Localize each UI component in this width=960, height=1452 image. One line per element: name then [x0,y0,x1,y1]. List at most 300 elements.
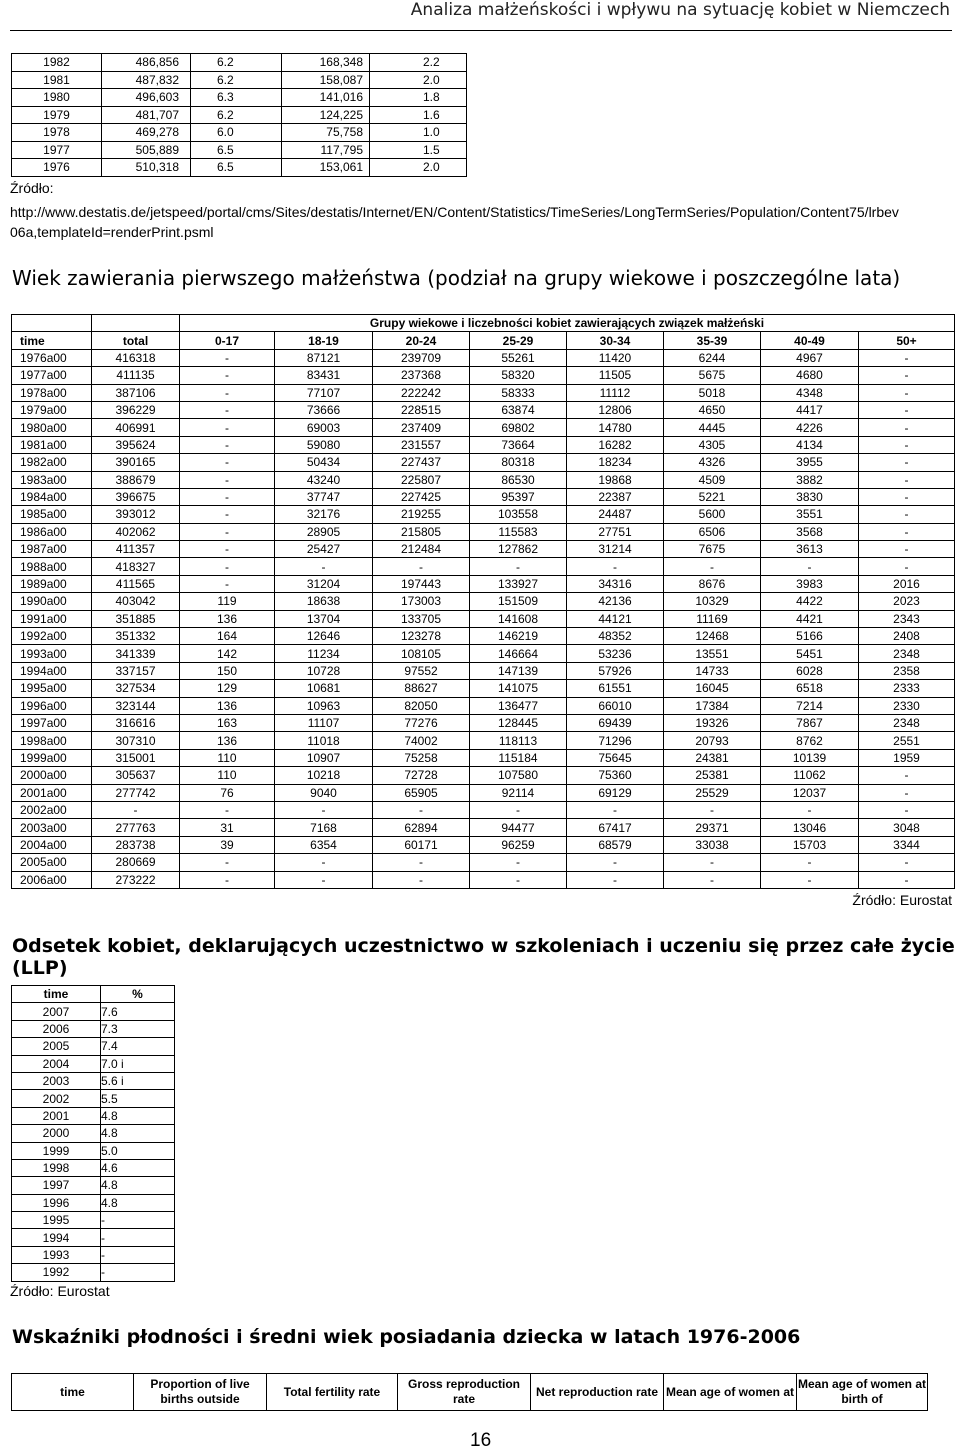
column-header: 20-24 [373,332,470,349]
column-header: Mean age of women at birth of [797,1374,928,1411]
table-cell: 4305 [664,436,761,453]
table-cell: 73666 [275,401,373,418]
table-cell: 10963 [275,697,373,714]
table-cell: 11018 [275,732,373,749]
table-cell: 411565 [92,575,180,592]
column-header: Proportion of live births outside [134,1374,267,1411]
table-cell: 65905 [373,784,470,801]
table-cell: 305637 [92,767,180,784]
column-header: 40-49 [761,332,859,349]
table-cell: 12646 [275,628,373,645]
table-cell: - [180,367,275,384]
table-row [12,628,955,645]
table-cell: 1980a00 [12,419,92,436]
table-cell: - [180,384,275,401]
table-cell: 2358 [859,662,955,679]
table-cell: 57926 [567,662,664,679]
table-cell: 418327 [92,558,180,575]
table-cell: 1999 [12,1142,101,1159]
table-cell: 1978a00 [12,384,92,401]
table-cell: 80318 [470,454,567,471]
column-header: time [12,1374,134,1411]
table-row [12,159,467,177]
table-row [12,106,467,124]
table-cell: 6506 [664,523,761,540]
table-cell: 4.8 [101,1194,175,1211]
table-cell: 72728 [373,767,470,784]
table-cell: 7.4 [101,1038,175,1055]
table-cell: 496,603 [102,89,191,107]
table-cell: 1989a00 [12,575,92,592]
table-cell: 2.0 [370,159,467,177]
table-cell: 69439 [567,714,664,731]
table-cell: 283738 [92,836,180,853]
table-cell: 17384 [664,697,761,714]
table-cell: 1996a00 [12,697,92,714]
table-cell: 1981a00 [12,436,92,453]
table-cell: 97552 [373,662,470,679]
table-cell: - [275,854,373,871]
table-cell: 3983 [761,575,859,592]
table-cell: 469,278 [102,124,191,142]
table-cell: 1982a00 [12,454,92,471]
table-row [12,1125,175,1142]
table-cell: 4967 [761,349,859,366]
page-header-title: Analiza małżeńskości i wpływu na sytuację kobiet w Niemczech [410,0,950,20]
table-cell: 1995 [12,1212,101,1229]
header-rule [10,30,952,31]
column-header: Gross reproduction rate [398,1374,531,1411]
table-cell: 3048 [859,819,955,836]
table-cell: 76 [180,784,275,801]
table-cell: 43240 [275,471,373,488]
table-row [12,454,955,471]
table-cell: 2.0 [370,71,467,89]
table-cell: - [859,367,955,384]
source-url-line-2: 06a,templateId=renderPrint.psml [10,224,214,240]
table-cell: 5600 [664,506,761,523]
table-cell: 63874 [470,401,567,418]
table-cell: - [859,454,955,471]
table-cell: 1980 [12,89,102,107]
table-cell: - [180,436,275,453]
table-cell: 133705 [373,610,470,627]
table-row [12,349,955,366]
table-cell: 87121 [275,349,373,366]
table-cell: - [859,436,955,453]
column-header: 50+ [859,332,955,349]
table-cell: 77107 [275,384,373,401]
table-cell: 13551 [664,645,761,662]
table-cell: 2348 [859,714,955,731]
table-cell: 411135 [92,367,180,384]
table-cell: 44121 [567,610,664,627]
table-row [12,1003,175,1020]
table-cell: 3830 [761,488,859,505]
table-cell: 33038 [664,836,761,853]
table-cell: 1977 [12,141,102,159]
column-header: Net reproduction rate [531,1374,664,1411]
table-cell: 1992a00 [12,628,92,645]
table-cell: 153,061 [282,159,370,177]
table-row [12,367,955,384]
table-cell: - [859,541,955,558]
table-cell: 118113 [470,732,567,749]
table-cell: 212484 [373,541,470,558]
group-header-row [12,315,955,332]
table-cell: 1994a00 [12,662,92,679]
table-cell: 1977a00 [12,367,92,384]
table-cell: 6354 [275,836,373,853]
table-cell: 6.2 [191,71,282,89]
table-row [12,610,955,627]
table-cell: 2007 [12,1003,101,1020]
table-cell: 1998 [12,1159,101,1176]
table-cell: 147139 [470,662,567,679]
table-cell: 7.3 [101,1020,175,1037]
table-row [12,1020,175,1037]
table-cell: 1996 [12,1194,101,1211]
table-cell: 227425 [373,488,470,505]
table-cell: 11169 [664,610,761,627]
table-cell: 222242 [373,384,470,401]
table-cell: 68579 [567,836,664,853]
table-cell: - [761,801,859,818]
table-cell: - [859,767,955,784]
table-cell: - [859,801,955,818]
table-row [12,1090,175,1107]
table-cell: 351885 [92,610,180,627]
table-cell: 6.0 [191,124,282,142]
table-cell: 69129 [567,784,664,801]
table-cell: 1.6 [370,106,467,124]
table-cell: 6.5 [191,141,282,159]
table-cell: 395624 [92,436,180,453]
table-cell: - [859,506,955,523]
source-eurostat-1: Źródło: Eurostat [852,892,952,908]
table-cell: 1997a00 [12,714,92,731]
table-cell: 15703 [761,836,859,853]
table-cell: 4650 [664,401,761,418]
table-cell: 416318 [92,349,180,366]
table-cell: 6518 [761,680,859,697]
table-cell: 115583 [470,523,567,540]
table-cell: 136 [180,697,275,714]
table-cell: 1990a00 [12,593,92,610]
table-cell: 219255 [373,506,470,523]
table-cell: 146664 [470,645,567,662]
table-cell: 129 [180,680,275,697]
table-row [12,1072,175,1089]
table-cell: 110 [180,749,275,766]
section-title-fertility: Wskaźniki płodności i średni wiek posiadania dziecka w latach 1976-2006 [12,1326,801,1348]
table-cell: 9040 [275,784,373,801]
table-cell: 1983a00 [12,471,92,488]
table-cell: 83431 [275,367,373,384]
table-cell: 2003a00 [12,819,92,836]
table-cell: 168,348 [282,54,370,72]
table-cell: 2005 [12,1038,101,1055]
column-header: 18-19 [275,332,373,349]
table-cell: 1976 [12,159,102,177]
table-cell: 14733 [664,662,761,679]
table-row [12,141,467,159]
page-number: 16 [470,1430,492,1451]
table-cell: 20793 [664,732,761,749]
table-cell: 62894 [373,819,470,836]
table-cell: 11107 [275,714,373,731]
table-cell: 34316 [567,575,664,592]
table-row [12,419,955,436]
table-cell: 1995a00 [12,680,92,697]
table-cell: 411357 [92,541,180,558]
table-cell: 1976a00 [12,349,92,366]
table-cell: 388679 [92,471,180,488]
table-cell: - [180,454,275,471]
table-cell: 6.5 [191,159,282,177]
table-cell: 280669 [92,854,180,871]
table-cell: 55261 [470,349,567,366]
table-cell: 1993 [12,1246,101,1263]
empty-cell [12,315,92,332]
table-cell: 4421 [761,610,859,627]
table-cell: 2004a00 [12,836,92,853]
table-cell: 7867 [761,714,859,731]
table-row [12,697,955,714]
table-cell: 7675 [664,541,761,558]
table-cell: 141075 [470,680,567,697]
table-cell: 58333 [470,384,567,401]
table-cell: 3551 [761,506,859,523]
table-cell: 481,707 [102,106,191,124]
table-cell: 315001 [92,749,180,766]
table-cell: - [761,558,859,575]
empty-cell [92,315,180,332]
table-cell: 127862 [470,541,567,558]
table-cell: 10218 [275,767,373,784]
table-cell: 487,832 [102,71,191,89]
table-cell: - [101,1229,175,1246]
section-title-first-marriage-age: Wiek zawierania pierwszego małżeństwa (podział na grupy wiekowe i poszczególne lata) [12,266,901,290]
column-header: 35-39 [664,332,761,349]
table-cell: - [101,1246,175,1263]
table-cell: 341339 [92,645,180,662]
table-cell: - [180,471,275,488]
table-cell: 1.8 [370,89,467,107]
table-cell: 2002a00 [12,801,92,818]
column-header: Total fertility rate [267,1374,398,1411]
table-cell: 2023 [859,593,955,610]
table-row [12,1229,175,1246]
table-cell: 510,318 [102,159,191,177]
table-cell: 5.5 [101,1090,175,1107]
table-cell: 239709 [373,349,470,366]
table-row [12,89,467,107]
table-cell: 4226 [761,419,859,436]
table-row [12,488,955,505]
table-row [12,1038,175,1055]
table-cell: 3613 [761,541,859,558]
table-row [12,871,955,888]
table-cell: 18638 [275,593,373,610]
table-cell: 7168 [275,819,373,836]
table-cell: 13704 [275,610,373,627]
table-row [12,1159,175,1176]
table-cell: 86530 [470,471,567,488]
first-marriage-age-table [11,314,955,889]
table-cell: 8762 [761,732,859,749]
table-cell: 307310 [92,732,180,749]
table-cell: 77276 [373,714,470,731]
table-cell: 403042 [92,593,180,610]
table-cell: 19868 [567,471,664,488]
table-cell: 327534 [92,680,180,697]
table-cell: 1979a00 [12,401,92,418]
table-cell: 13046 [761,819,859,836]
table-cell: 11062 [761,767,859,784]
table-row [12,662,955,679]
table-cell: 2003 [12,1072,101,1089]
table-row [12,558,955,575]
table-cell: - [664,801,761,818]
table-cell: - [180,558,275,575]
table-cell: 1999a00 [12,749,92,766]
table-cell: - [664,871,761,888]
table-cell: - [180,541,275,558]
table-cell: 53236 [567,645,664,662]
table-cell: - [567,801,664,818]
table-cell: - [859,854,955,871]
table-row [12,645,955,662]
llp-table [11,985,175,1282]
table-cell: - [180,871,275,888]
table-cell: 24381 [664,749,761,766]
table-cell: 74002 [373,732,470,749]
table-cell: - [470,558,567,575]
table-cell: 32176 [275,506,373,523]
table-cell: 316616 [92,714,180,731]
table-cell: - [567,558,664,575]
table-cell: 11112 [567,384,664,401]
table-row [12,732,955,749]
table-cell: 124,225 [282,106,370,124]
table-cell: - [470,854,567,871]
table-row [12,1142,175,1159]
table-row [12,124,467,142]
table-cell: 110 [180,767,275,784]
table-cell: 406991 [92,419,180,436]
table-cell: 75645 [567,749,664,766]
table-cell: 73664 [470,436,567,453]
table-row [12,401,955,418]
table-cell: 150 [180,662,275,679]
table-cell: 82050 [373,697,470,714]
table-cell: 1988a00 [12,558,92,575]
table-cell: 25381 [664,767,761,784]
table-cell: 6.3 [191,89,282,107]
table-cell: 88627 [373,680,470,697]
table-cell: - [859,558,955,575]
table-cell: 237409 [373,419,470,436]
table-cell: 136477 [470,697,567,714]
table-cell: 351332 [92,628,180,645]
table-cell: 4.8 [101,1107,175,1124]
table-row [12,1107,175,1124]
table-cell: 128445 [470,714,567,731]
table-cell: 58320 [470,367,567,384]
table-cell: - [567,871,664,888]
table-row [12,680,955,697]
table-cell: 1.5 [370,141,467,159]
table-cell: 1991a00 [12,610,92,627]
table-cell: 4680 [761,367,859,384]
table-row [12,575,955,592]
table-cell: 4.8 [101,1125,175,1142]
table-row [12,593,955,610]
table-cell: 1985a00 [12,506,92,523]
table-cell: 10139 [761,749,859,766]
table-cell: 27751 [567,523,664,540]
table-cell: 7214 [761,697,859,714]
table-row [12,1246,175,1263]
table-cell: 1986a00 [12,523,92,540]
table-cell: - [180,854,275,871]
table-cell: 2004 [12,1055,101,1072]
table-cell: 228515 [373,401,470,418]
table-cell: 69802 [470,419,567,436]
table-cell: 197443 [373,575,470,592]
table-cell: - [470,871,567,888]
source-eurostat-2: Źródło: Eurostat [10,1283,110,1299]
table-cell: 96259 [470,836,567,853]
table-cell: 2551 [859,732,955,749]
source-label: Źródło: [10,180,54,196]
table-cell: 1979 [12,106,102,124]
source-url-line-1: http://www.destatis.de/jetspeed/portal/cms/Sites/destatis/Internet/EN/Content/Statistics/TimeSeries/LongTermSeries/Population/Content75/lrbev [10,204,899,220]
table-row [12,767,955,784]
table-cell: 3568 [761,523,859,540]
table-cell: 95397 [470,488,567,505]
table-cell: 69003 [275,419,373,436]
table-cell: 10907 [275,749,373,766]
column-header: 0-17 [180,332,275,349]
table-cell: 136 [180,732,275,749]
table-cell: 2016 [859,575,955,592]
table-cell: 486,856 [102,54,191,72]
fertility-table [11,1373,928,1411]
column-header: time [12,332,92,349]
column-header: 30-34 [567,332,664,349]
table-cell: 108105 [373,645,470,662]
table-row [12,1264,175,1281]
table-cell: 71296 [567,732,664,749]
table-cell: 16045 [664,680,761,697]
table-cell: 12037 [761,784,859,801]
table-cell: 7.0 i [101,1055,175,1072]
table-cell: 3955 [761,454,859,471]
table-cell: - [275,558,373,575]
table-cell: 4509 [664,471,761,488]
table-cell: - [859,871,955,888]
table-cell: - [275,871,373,888]
table-cell: 1978 [12,124,102,142]
table-cell: 103558 [470,506,567,523]
table-cell: 1981 [12,71,102,89]
table-cell: 5018 [664,384,761,401]
table-cell: 11420 [567,349,664,366]
table-row [12,1177,175,1194]
section-title-llp: Odsetek kobiet, deklarujących uczestnictwo w szkoleniach i uczeniu się przez całe życie (LLP) [12,935,955,979]
